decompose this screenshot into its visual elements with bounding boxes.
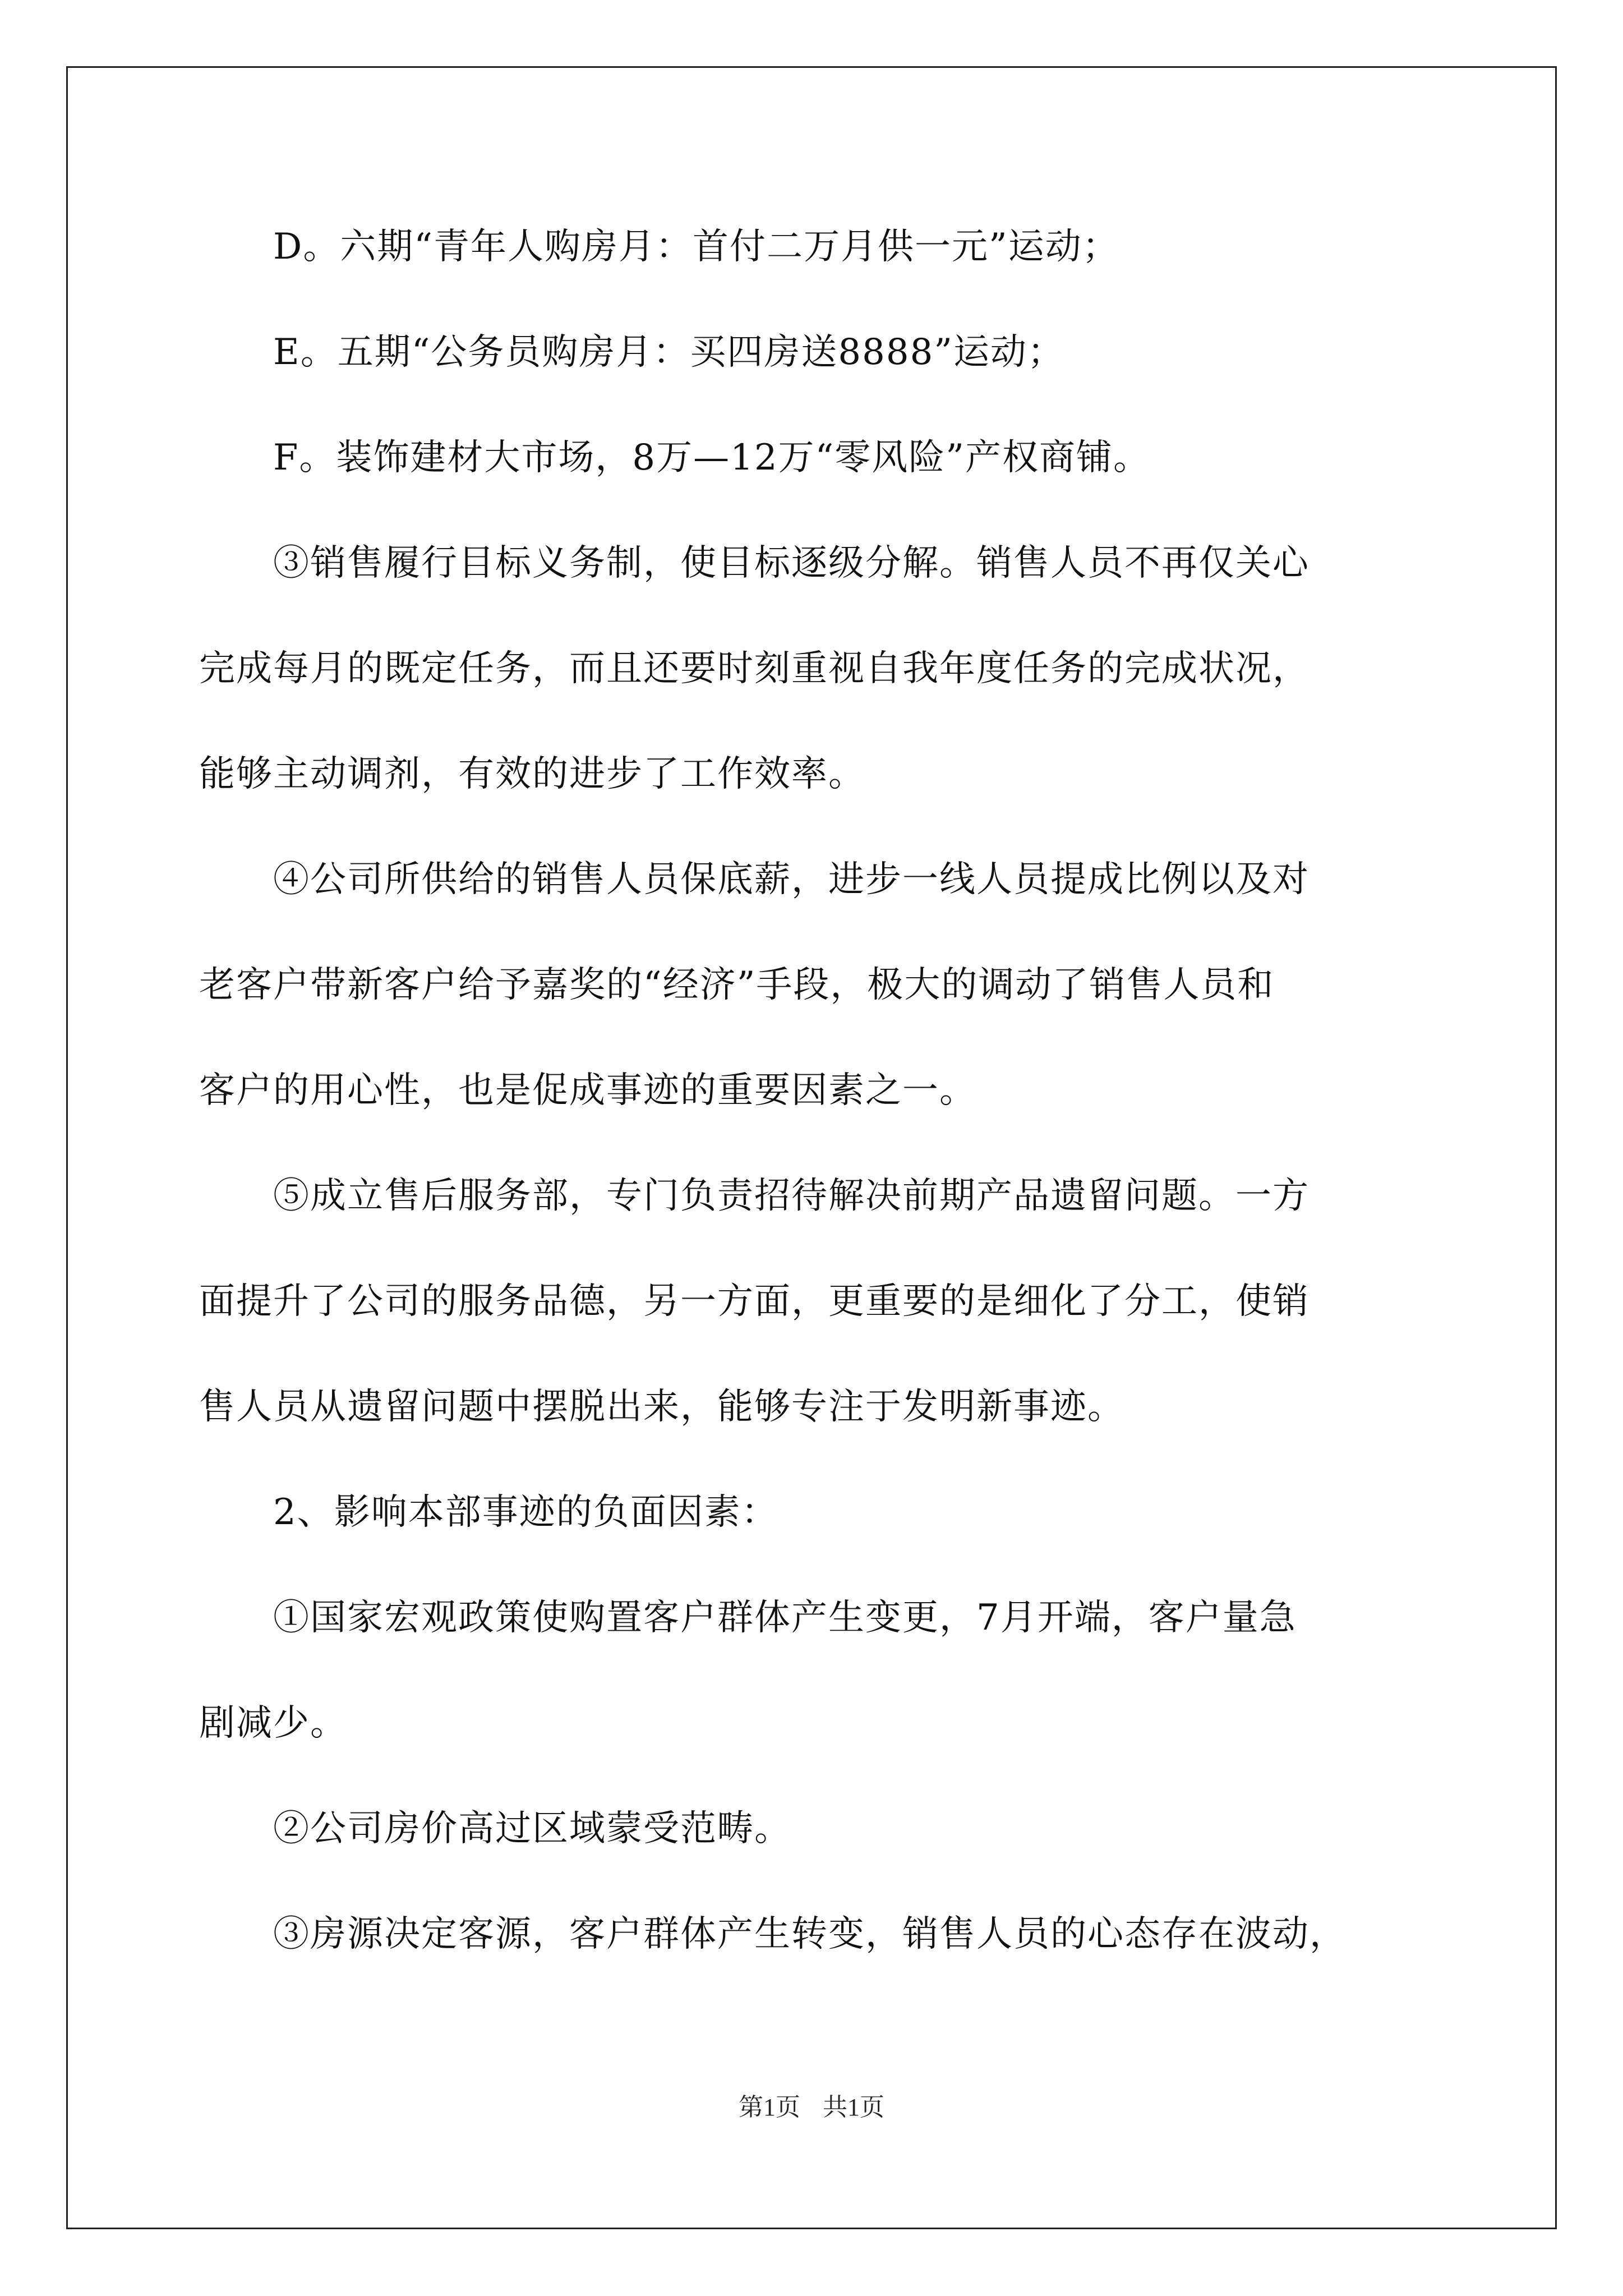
page-footer [0, 2087, 1623, 2123]
section-heading: 2、影响本部事迹的负面因素： [273, 1492, 778, 1533]
text-line: ④公司所供给的销售人员保底薪，进步一线人员提成比例以及对 [273, 859, 1310, 900]
text-line: ③销售履行目标义务制，使目标逐级分解。销售人员不再仅关心 [273, 542, 1310, 584]
page-number: 第1页 [739, 2093, 800, 2121]
page-total: 共1页 [823, 2093, 884, 2121]
text-line: E。五期“公务员购房月：买四房送8888”运动； [273, 332, 1065, 373]
text-line: 老客户带新客户给予嘉奖的“经济”手段，极大的调动了销售人员和 [199, 964, 1275, 1006]
text-line: 完成每月的既定任务，而且还要时刻重视自我年度任务的完成状况， [199, 648, 1310, 689]
text-line: 客户的用心性，也是促成事迹的重要因素之一。 [199, 1070, 976, 1111]
text-line: 售人员从遗留问题中摆脱出来，能够专注于发明新事迹。 [199, 1386, 1124, 1428]
text-line: 能够主动调剂，有效的进步了工作效率。 [199, 753, 865, 795]
text-line: ③房源决定客源，客户群体产生转变，销售人员的心态存在波动， [273, 1913, 1347, 1955]
text-line: D。六期“青年人购房月：首付二万月供一元”运动； [273, 226, 1119, 268]
text-line: 面提升了公司的服务品德，另一方面，更重要的是细化了分工，使销 [199, 1281, 1310, 1322]
text-line: 剧减少。 [199, 1703, 347, 1744]
document-body [199, 219, 1438, 2012]
text-line: ②公司房价高过区域蒙受范畴。 [273, 1808, 791, 1849]
text-line: ⑤成立售后服务部，专门负责招待解决前期产品遗留问题。一方 [273, 1175, 1310, 1217]
text-line: ①国家宏观政策使购置客户群体产生变更，7月开端，客户量急 [273, 1597, 1297, 1639]
text-line: F。装饰建材大市场，8万—12万“零风险”产权商铺。 [273, 437, 1150, 478]
